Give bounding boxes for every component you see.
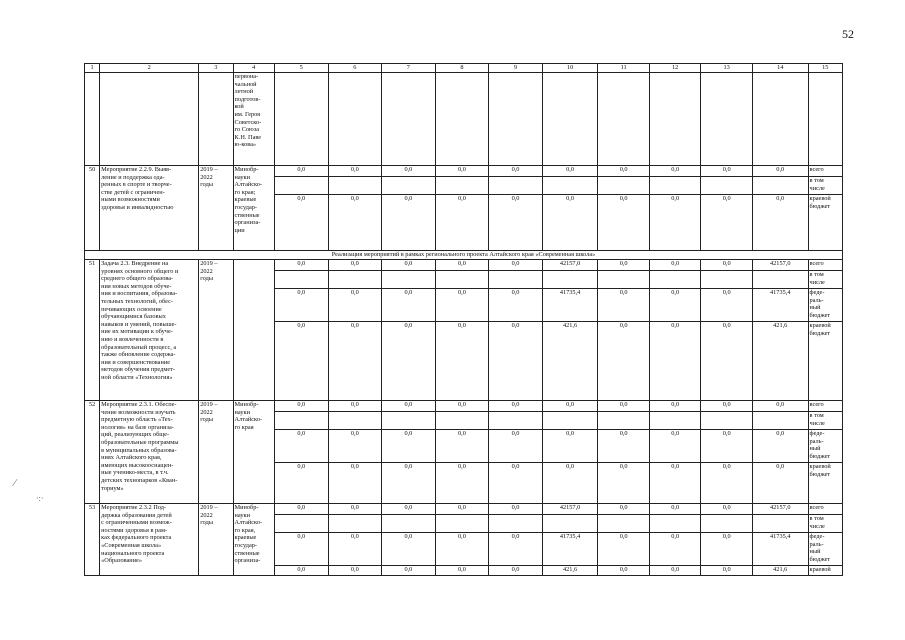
amount-cell: 0,0 [489,430,543,463]
funding-source: краевой [808,566,842,576]
amount-cell: 0,0 [435,166,489,177]
amount-cell: 0,0 [382,566,436,576]
column-number: 11 [598,64,650,73]
amount-cell: 0,0 [328,533,382,566]
column-number: 2 [100,64,199,73]
amount-cell: 0,0 [752,166,808,177]
amount-cell: 0,0 [598,260,650,271]
amount-cell: 0,0 [489,166,543,177]
amount-cell: 0,0 [701,401,753,412]
amount-cell: 0,0 [598,401,650,412]
section-title: Реализация мероприятий в рамках регионального проекта Алтайского края «Современная школа» [85,251,843,260]
amount-cell: 0,0 [701,166,753,177]
amount-cell [649,412,701,430]
period: 2019 – 2022 годы [199,260,233,401]
empty-cell [382,73,436,166]
amount-cell: 0,0 [435,566,489,576]
amount-cell: 0,0 [435,504,489,515]
table-row [85,504,843,515]
amount-cell: 0,0 [649,401,701,412]
empty-cell [598,73,650,166]
amount-cell: 0,0 [382,463,436,504]
amount-cell: 0,0 [649,430,701,463]
row-number: 51 [85,260,100,401]
measure-name: Мероприятие 2.3.2 Под- держка образования детей с ограниченными возмож- ностями здоровья в рам- ках федерального проекта «Современная школа» национального проекта «Образование» [100,504,199,576]
amount-cell: 0,0 [435,533,489,566]
amount-cell: 0,0 [435,289,489,322]
amount-cell: 421,6 [752,322,808,401]
amount-cell: 0,0 [274,430,328,463]
column-number: 9 [489,64,543,73]
amount-cell [752,412,808,430]
empty-cell [701,73,753,166]
continuation-row [85,73,843,166]
amount-cell [542,177,598,195]
amount-cell: 0,0 [752,401,808,412]
period: 2019 – 2022 годы [199,166,233,251]
amount-cell: 0,0 [649,289,701,322]
column-number: 15 [808,64,842,73]
measure-name: Задача 2.3. Внедрение на уровнях основного общего и среднего общего образова- ния новых методов обуче- ния и воспитания, образова- тельных технологий, обес- печивающих освоение обучающимися базовых навыков и умений, повыше- ние их мотивации к обуче- нию и вовлеченности в образовательный процесс, а также обновление содержа- ния и совершенствование методов обучения предмет- ной области «Технология» [100,260,199,401]
amount-cell: 0,0 [435,463,489,504]
amount-cell: 42157,0 [542,504,598,515]
amount-cell [382,271,436,289]
amount-cell [489,515,543,533]
amount-cell: 0,0 [542,195,598,251]
amount-cell: 0,0 [328,195,382,251]
funding-source: всего [808,401,842,412]
amount-cell: 0,0 [435,430,489,463]
executor [233,260,274,401]
amount-cell: 0,0 [752,195,808,251]
amount-cell: 0,0 [489,566,543,576]
amount-cell: 0,0 [274,322,328,401]
funding-source: краевой бюджет [808,322,842,401]
amount-cell: 0,0 [649,463,701,504]
table-row [85,260,843,271]
amount-cell [328,412,382,430]
scan-artifact: ·:· [36,494,44,503]
amount-cell [649,515,701,533]
amount-cell: 41735,4 [752,533,808,566]
amount-cell: 0,0 [542,463,598,504]
funding-source: в том числе [808,271,842,289]
scan-artifact: ⁄ [14,478,16,489]
funding-source: в том числе [808,177,842,195]
amount-cell [598,412,650,430]
empty-cell [542,73,598,166]
amount-cell: 0,0 [435,195,489,251]
amount-cell: 0,0 [649,322,701,401]
amount-cell [701,177,753,195]
amount-cell [274,515,328,533]
column-number: 14 [752,64,808,73]
amount-cell: 0,0 [274,260,328,271]
amount-cell: 0,0 [382,166,436,177]
amount-cell [382,177,436,195]
amount-cell: 0,0 [328,322,382,401]
amount-cell: 0,0 [649,533,701,566]
amount-cell: 0,0 [598,504,650,515]
amount-cell: 0,0 [382,533,436,566]
section-row [85,251,843,260]
row-number: 53 [85,504,100,576]
amount-cell: 0,0 [274,463,328,504]
amount-cell: 0,0 [649,566,701,576]
amount-cell: 0,0 [274,166,328,177]
empty-cell [199,73,233,166]
amount-cell: 0,0 [701,260,753,271]
amount-cell [489,271,543,289]
empty-cell [435,73,489,166]
amount-cell: 0,0 [328,566,382,576]
amount-cell: 0,0 [649,260,701,271]
funding-source: в том числе [808,515,842,533]
amount-cell: 0,0 [649,504,701,515]
column-number: 8 [435,64,489,73]
amount-cell: 0,0 [598,566,650,576]
amount-cell [274,271,328,289]
amount-cell [435,412,489,430]
column-numbers-row [85,64,843,73]
table-row [85,166,843,177]
amount-cell: 0,0 [542,166,598,177]
column-number: 1 [85,64,100,73]
amount-cell: 0,0 [649,166,701,177]
amount-cell: 0,0 [382,401,436,412]
amount-cell: 0,0 [328,430,382,463]
amount-cell: 0,0 [701,322,753,401]
funding-source: всего [808,504,842,515]
funding-source: феде- раль- ный бюджет [808,533,842,566]
amount-cell [435,177,489,195]
amount-cell: 0,0 [701,195,753,251]
amount-cell: 0,0 [274,401,328,412]
row-number: 50 [85,166,100,251]
funding-source: всего [808,166,842,177]
amount-cell: 0,0 [489,504,543,515]
empty-cell [100,73,199,166]
amount-cell: 0,0 [382,504,436,515]
amount-cell [274,177,328,195]
amount-cell: 0,0 [435,260,489,271]
column-number: 7 [382,64,436,73]
amount-cell: 0,0 [328,401,382,412]
amount-cell: 0,0 [382,322,436,401]
amount-cell: 421,6 [542,566,598,576]
amount-cell: 0,0 [701,533,753,566]
table-body [85,64,843,576]
empty-cell [649,73,701,166]
amount-cell [382,515,436,533]
measure-name: Мероприятие 2.2.9. Выяв- ление и поддержка ода- ренных в спорте и творче- стве детей с ограничен- ными возможностями здоровья и инвалидностью [100,166,199,251]
amount-cell: 0,0 [598,195,650,251]
empty-cell [808,73,842,166]
column-number: 3 [199,64,233,73]
amount-cell [752,177,808,195]
amount-cell [649,271,701,289]
amount-cell: 421,6 [542,322,598,401]
amount-cell: 0,0 [649,195,701,251]
column-number: 12 [649,64,701,73]
amount-cell [701,271,753,289]
amount-cell: 0,0 [752,430,808,463]
amount-cell: 0,0 [382,195,436,251]
empty-cell [274,73,328,166]
funding-source: всего [808,260,842,271]
executor-continuation: первона- чальной летной подготов- кой им. Героя Советско- го Союза К.Н. Паве ю-кова» [233,73,274,166]
amount-cell: 41735,4 [542,533,598,566]
amount-cell [701,515,753,533]
funding-source: феде- раль- ный бюджет [808,430,842,463]
amount-cell [542,271,598,289]
amount-cell [598,515,650,533]
amount-cell [489,412,543,430]
amount-cell: 42157,0 [752,504,808,515]
column-number: 6 [328,64,382,73]
empty-cell [489,73,543,166]
amount-cell [542,515,598,533]
amount-cell: 0,0 [328,260,382,271]
amount-cell [328,177,382,195]
amount-cell: 0,0 [701,504,753,515]
amount-cell [752,271,808,289]
amount-cell: 0,0 [701,463,753,504]
amount-cell [489,177,543,195]
amount-cell: 0,0 [489,463,543,504]
amount-cell: 0,0 [382,260,436,271]
executor: Минобр- науки Алтайско- го края [233,401,274,504]
amount-cell [274,412,328,430]
amount-cell [435,515,489,533]
amount-cell [649,177,701,195]
amount-cell: 421,6 [752,566,808,576]
executor: Минобр- науки Алтайско- го края; краевые государ- ственные организа- ции [233,166,274,251]
amount-cell: 42157,0 [752,260,808,271]
amount-cell: 0,0 [274,566,328,576]
amount-cell: 0,0 [701,566,753,576]
budget-table [84,63,843,576]
amount-cell: 0,0 [489,260,543,271]
amount-cell: 0,0 [328,289,382,322]
amount-cell: 0,0 [328,166,382,177]
amount-cell: 0,0 [598,533,650,566]
funding-source: в том числе [808,412,842,430]
amount-cell: 0,0 [489,322,543,401]
amount-cell [435,271,489,289]
column-number: 13 [701,64,753,73]
amount-cell: 0,0 [382,289,436,322]
amount-cell [328,515,382,533]
amount-cell: 0,0 [598,166,650,177]
page-number: 52 [842,27,854,41]
column-number: 10 [542,64,598,73]
empty-cell [85,73,100,166]
funding-source: феде- раль- ный бюджет [808,289,842,322]
amount-cell: 0,0 [598,430,650,463]
row-number: 52 [85,401,100,504]
amount-cell [542,412,598,430]
amount-cell: 0,0 [328,463,382,504]
amount-cell: 0,0 [435,401,489,412]
amount-cell: 0,0 [328,504,382,515]
table-row [85,401,843,412]
measure-name: Мероприятие 2.3.1. Обеспе- чение возможности изучать предметную область «Тех- нология» на базе организа- ций, реализующих обще- образовательные программы в муниципальных образова- ниях Алтайского края, имеющих высокооснащен- ные ученико-места, в т.ч. детских технопарков «Кван- ториум» [100,401,199,504]
amount-cell: 0,0 [435,322,489,401]
amount-cell: 0,0 [489,289,543,322]
funding-source: краевой бюджет [808,463,842,504]
amount-cell: 0,0 [489,195,543,251]
amount-cell [382,412,436,430]
amount-cell: 0,0 [701,289,753,322]
amount-cell: 0,0 [598,463,650,504]
amount-cell: 0,0 [598,289,650,322]
amount-cell [598,177,650,195]
amount-cell: 0,0 [489,533,543,566]
amount-cell: 0,0 [274,533,328,566]
amount-cell: 0,0 [274,289,328,322]
amount-cell: 0,0 [598,322,650,401]
amount-cell: 42157,0 [542,260,598,271]
period: 2019 – 2022 годы [199,504,233,576]
amount-cell [701,412,753,430]
period: 2019 – 2022 годы [199,401,233,504]
column-number: 4 [233,64,274,73]
amount-cell: 0,0 [274,504,328,515]
executor: Минобр- науки Алтайско- го края, краевые государ- ственные организа- [233,504,274,576]
amount-cell: 0,0 [274,195,328,251]
amount-cell [598,271,650,289]
amount-cell: 41735,4 [752,289,808,322]
funding-source: краевой бюджет [808,195,842,251]
amount-cell [328,271,382,289]
empty-cell [752,73,808,166]
amount-cell [752,515,808,533]
amount-cell: 0,0 [752,463,808,504]
amount-cell: 0,0 [701,430,753,463]
empty-cell [328,73,382,166]
amount-cell: 0,0 [489,401,543,412]
column-number: 5 [274,64,328,73]
amount-cell: 0,0 [382,430,436,463]
amount-cell: 41735,4 [542,289,598,322]
amount-cell: 0,0 [542,401,598,412]
amount-cell: 0,0 [542,430,598,463]
